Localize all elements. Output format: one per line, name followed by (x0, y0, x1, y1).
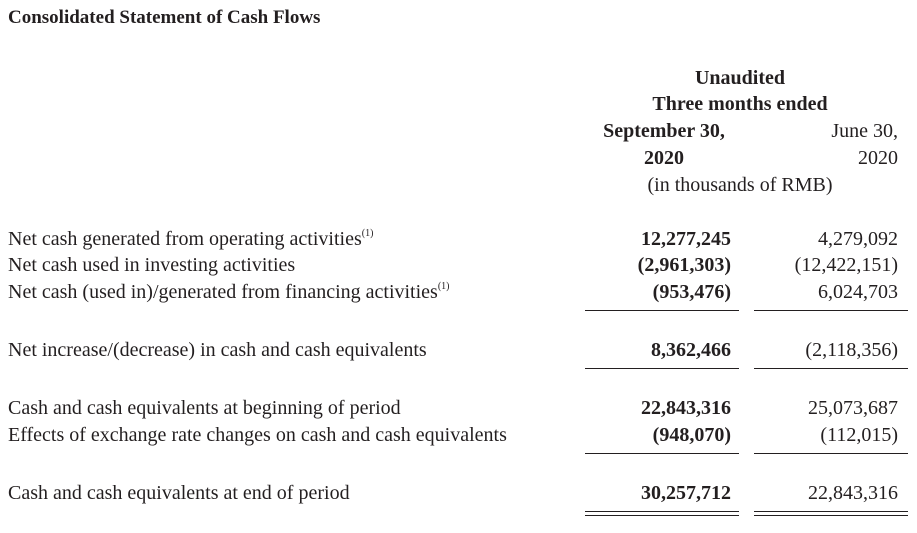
row-value-sep-2020: (953,476) (652, 281, 731, 303)
header-unaudited: Unaudited (694, 67, 786, 89)
row-value-sep-2020: 22,843,316 (641, 397, 731, 419)
row-label-investing: Net cash used in investing activities (8, 254, 296, 276)
row-label-net-change: Net increase/(decrease) in cash and cash equivalents (8, 339, 427, 361)
row-label-ending-balance: Cash and cash equivalents at end of period (8, 482, 350, 504)
total-double-rule-bottom (585, 515, 739, 516)
subtotal-rule (754, 453, 908, 454)
header-col2-date: June 30, (831, 120, 898, 142)
header-unit: (in thousands of RMB) (647, 174, 833, 196)
row-value-sep-2020: 30,257,712 (641, 482, 731, 504)
row-value-jun-2020: 25,073,687 (808, 397, 898, 419)
row-value-jun-2020: 22,843,316 (808, 482, 898, 504)
subtotal-rule (585, 453, 739, 454)
row-value-sep-2020: 12,277,245 (641, 228, 731, 250)
header-col2-year: 2020 (858, 147, 898, 169)
total-double-rule-bottom (754, 515, 908, 516)
row-label-financing (8, 281, 450, 304)
row-value-sep-2020: 8,362,466 (651, 339, 731, 361)
subtotal-rule (754, 310, 908, 311)
row-value-sep-2020: (948,070) (652, 424, 731, 446)
row-value-jun-2020: (112,015) (820, 424, 898, 446)
row-value-jun-2020: 6,024,703 (818, 281, 898, 303)
statement-title: Consolidated Statement of Cash Flows (8, 7, 321, 28)
row-value-jun-2020: 4,279,092 (818, 228, 898, 250)
total-double-rule-top (754, 511, 908, 512)
row-label-text: Net cash (used in)/generated from financing activities (8, 281, 438, 303)
footnote-marker: (1) (361, 228, 374, 239)
total-double-rule-top (585, 511, 739, 512)
row-label-operating (8, 228, 373, 251)
header-col1-date: September 30, (603, 120, 725, 142)
subtotal-rule (754, 368, 908, 369)
subtotal-rule (585, 310, 739, 311)
row-value-jun-2020: (2,118,356) (805, 339, 898, 361)
header-period-label: Three months ended (652, 93, 828, 115)
header-col1-year: 2020 (644, 147, 684, 169)
row-value-sep-2020: (2,961,303) (637, 254, 731, 276)
row-label-fx-effects: Effects of exchange rate changes on cash and cash equivalents (8, 424, 507, 446)
row-label-text: Net cash generated from operating activities (8, 228, 362, 250)
subtotal-rule (585, 368, 739, 369)
footnote-marker: (1) (437, 281, 450, 292)
row-label-beginning-balance: Cash and cash equivalents at beginning of period (8, 397, 401, 419)
row-value-jun-2020: (12,422,151) (794, 254, 898, 276)
